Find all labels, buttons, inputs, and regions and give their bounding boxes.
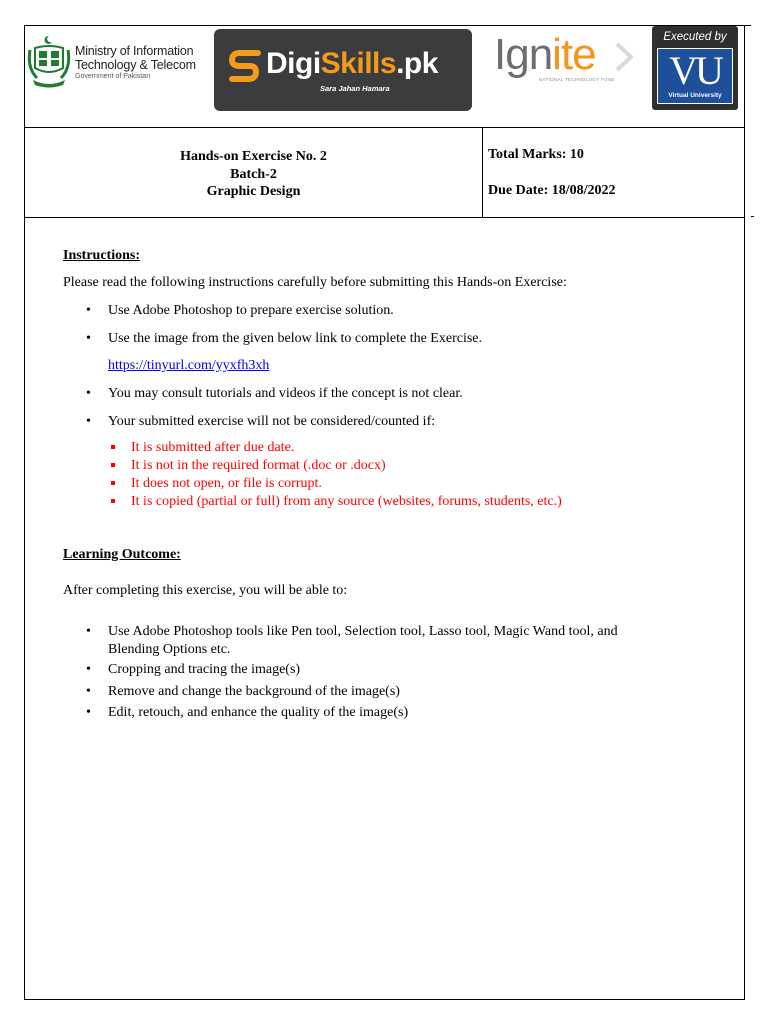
condition-item: It does not open, or file is corrupt. xyxy=(131,476,322,491)
exercise-number: Hands-on Exercise No. 2 xyxy=(180,149,327,164)
instructions-heading: Instructions: xyxy=(63,248,141,263)
outcome-text: Remove and change the background of the image(s) xyxy=(108,684,400,699)
bullet-icon: • xyxy=(86,386,91,401)
document-sheet xyxy=(24,25,745,1000)
digiskills-wordmark xyxy=(266,47,438,81)
bullet-icon: • xyxy=(86,303,91,318)
red-square-bullet-icon xyxy=(111,463,115,467)
red-square-bullet-icon xyxy=(111,445,115,449)
ignite-part2: ite xyxy=(552,30,596,79)
ministry-text xyxy=(75,44,196,81)
instructions-intro: Please read the following instructions carefully before submitting this Hands-on Exercise: xyxy=(63,275,567,290)
learning-outcome-heading: Learning Outcome: xyxy=(63,547,181,562)
ignite-logo xyxy=(491,30,641,92)
instruction-text: You may consult tutorials and videos if the concept is not clear. xyxy=(108,386,463,401)
exercise-title xyxy=(25,148,482,201)
red-square-bullet-icon xyxy=(111,481,115,485)
outcome-text: Cropping and tracing the image(s) xyxy=(108,662,301,677)
bullet-icon: • xyxy=(86,662,91,677)
vu-letters: VU xyxy=(669,48,721,93)
outcome-text-continued: Blending Options etc. xyxy=(108,642,231,657)
red-square-bullet-icon xyxy=(111,499,115,503)
batch: Batch-2 xyxy=(230,166,277,182)
bullet-icon: • xyxy=(86,684,91,699)
ministry-logo xyxy=(25,34,215,94)
condition-item: It is copied (partial or full) from any source (websites, forums, students, etc.) xyxy=(131,494,562,509)
info-divider xyxy=(482,128,483,217)
pakistan-emblem-icon xyxy=(27,34,71,90)
bullet-icon: • xyxy=(86,624,91,639)
bullet-icon: • xyxy=(86,331,91,346)
digi-text: Digi xyxy=(266,47,321,80)
vu-emblem xyxy=(657,48,733,104)
ignite-wordmark xyxy=(494,30,596,80)
ministry-line1: Ministry of Information xyxy=(75,44,194,58)
skills-text: Skills xyxy=(320,47,397,80)
bullet-icon: • xyxy=(86,414,91,429)
ignite-subtitle: NATIONAL TECHNOLOGY FUND xyxy=(539,77,615,82)
vu-logo xyxy=(652,26,738,110)
outcome-text: Use Adobe Photoshop tools like Pen tool, Selection tool, Lasso tool, Magic Wand tool, and xyxy=(108,624,618,639)
bullet-icon: • xyxy=(86,705,91,720)
outcome-text: Edit, retouch, and enhance the quality of the image(s) xyxy=(108,705,409,720)
digiskills-logo xyxy=(214,29,472,111)
border-tick xyxy=(745,25,751,26)
condition-item: It is submitted after due date. xyxy=(131,440,295,455)
exercise-info xyxy=(25,128,744,218)
digiskills-s-icon xyxy=(228,47,262,85)
instruction-text: Use Adobe Photoshop to prepare exercise solution. xyxy=(108,303,394,318)
exercise-image-link[interactable]: https://tinyurl.com/yyxfh3xh xyxy=(108,358,270,373)
ministry-line2: Technology & Telecom xyxy=(75,58,196,72)
vu-name: Virtual University xyxy=(668,92,722,99)
executed-by-label: Executed by xyxy=(663,31,727,43)
digiskills-tagline: Sara Jahan Hamara xyxy=(320,84,390,93)
logo-header xyxy=(25,26,744,128)
instruction-text: Use the image from the given below link to complete the Exercise. xyxy=(108,331,482,346)
due-date: Due Date: 18/08/2022 xyxy=(488,183,616,198)
total-marks: Total Marks: 10 xyxy=(488,147,584,162)
course-name: Graphic Design xyxy=(206,184,301,199)
border-tick xyxy=(751,216,754,217)
condition-item: It is not in the required format (.doc or .docx) xyxy=(131,458,386,473)
instruction-text: Your submitted exercise will not be considered/counted if: xyxy=(108,414,436,429)
ministry-line3: Government of Pakistan xyxy=(75,73,151,80)
ignite-chevron-icon xyxy=(615,42,633,72)
ignite-part1: Ign xyxy=(494,30,553,79)
pk-text: .pk xyxy=(396,47,438,80)
learning-intro: After completing this exercise, you will be able to: xyxy=(63,583,348,598)
